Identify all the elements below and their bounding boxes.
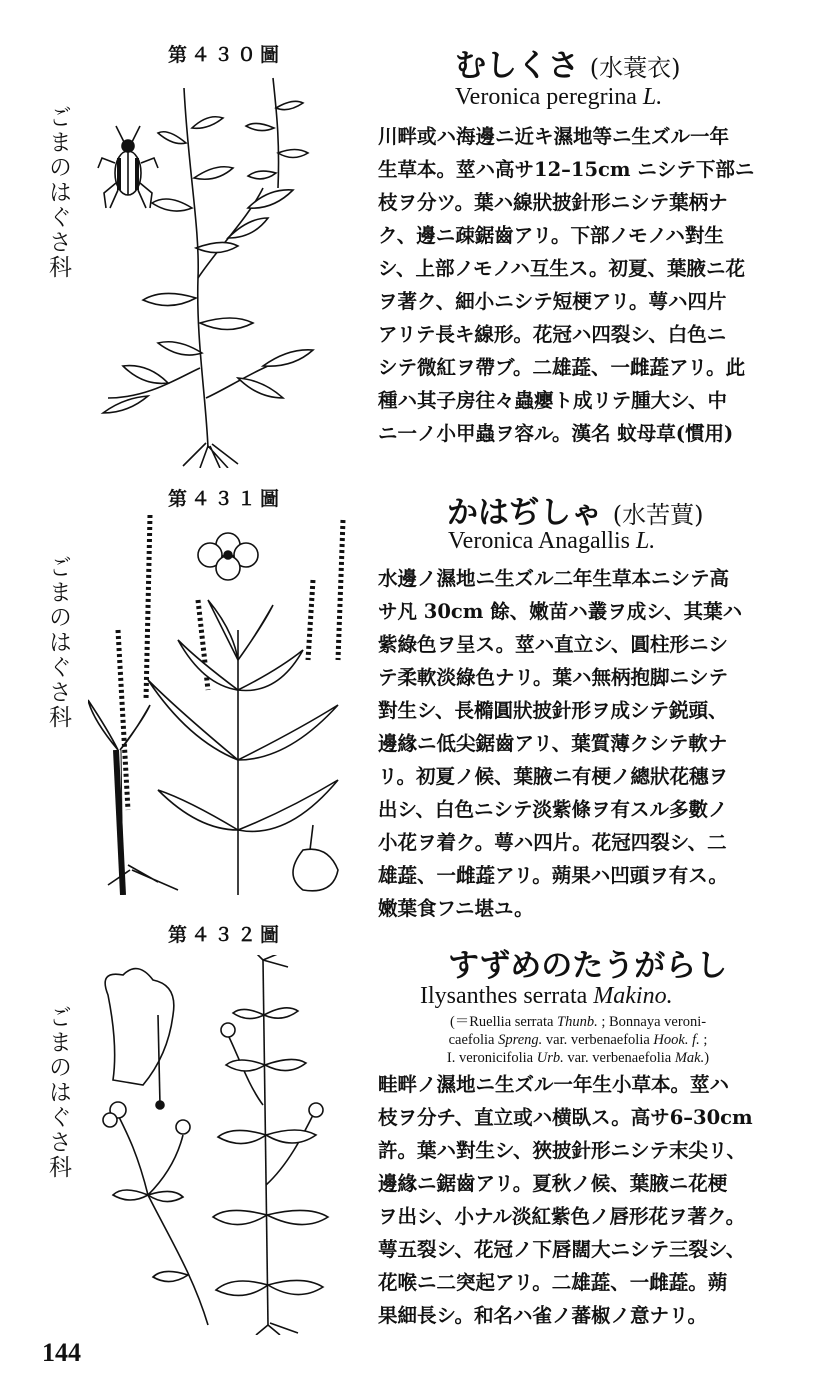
description-line: シテ微紅ヲ帶ブ。二雄蕋、一雌蕋アリ。此: [378, 356, 746, 379]
description-line: テ柔軟淡綠色ナリ。葉ハ無柄抱脚ニシテ: [378, 666, 729, 689]
capsule-detail-icon: [293, 825, 338, 891]
family-label-431: ごまのはぐさ科: [45, 555, 71, 730]
description-line: 種ハ其子房往々蟲癭ト成リテ腫大シ、中: [378, 389, 728, 412]
flower-detail-icon: [198, 533, 258, 580]
ilysanthes-serrata-illustration: [88, 955, 338, 1335]
description-431: [378, 562, 742, 925]
latin-name-432: [420, 983, 673, 1010]
species-title-431: [447, 487, 704, 532]
latin-binomial: Veronica Anagallis: [448, 528, 630, 554]
synonym-line-3: I. veronicifolia Urb. var. verbenaefolia Mak.): [446, 1050, 710, 1066]
description-line: 出シ、白色ニシテ淡紫條ヲ有スル多數ノ: [378, 798, 728, 821]
latin-author: L.: [642, 84, 663, 110]
description-line: 許。葉ハ對生シ、狹披針形ニシテ末尖リ、: [378, 1139, 746, 1162]
latin-name-430: [455, 84, 662, 111]
description-line: 邊緣ニ低尖鋸齒アリ、葉質薄クシテ軟ナ: [378, 732, 728, 755]
latin-name-431: [448, 528, 655, 555]
description-line: ク、邊ニ疎鋸齒アリ。下部ノモノハ對生: [378, 224, 724, 247]
synonym-line-1: (＝Ruellia serrata Thunb. ; Bonnaya veroni-: [449, 1014, 707, 1030]
species-title-432: [448, 940, 727, 985]
kanji-name: (水蓑衣): [589, 54, 681, 82]
description-line: 畦畔ノ濕地ニ生ズル一年生小草本。莖ハ: [378, 1073, 730, 1096]
family-label-432: ごまのはぐさ科: [45, 1005, 71, 1180]
description-line: 花喉ニ二突起アリ。二雄蕋、一雌蕋。蒴: [378, 1271, 728, 1294]
figure-label-430: 第４３０圖: [168, 44, 284, 66]
description-line: 小花ヲ着ク。萼ハ四片。花冠四裂シ、二: [378, 831, 727, 854]
japanese-name: かはぢしゃ: [447, 495, 602, 531]
description-line: 嫩葉食フニ堪ユ。: [378, 897, 534, 920]
description-line: 果細長シ。和名ハ雀ノ蕃椒ノ意ナリ。: [378, 1304, 707, 1327]
description-line: 枝ヲ分チ、直立或ハ横臥ス。高サ6–30cm: [378, 1106, 753, 1129]
family-label-430: ごまのはぐさ科: [45, 105, 71, 280]
description-line: 邊緣ニ鋸齒アリ。夏秋ノ候、葉腋ニ花梗: [378, 1172, 728, 1195]
description-line: 生草本。莖ハ高サ12–15cm ニシテ下部ニ: [378, 158, 755, 181]
page-number: 144: [42, 1338, 81, 1367]
description-line: 川畔或ハ海邊ニ近キ濕地等ニ生ズル一年: [378, 125, 730, 148]
latin-binomial: Veronica peregrina: [455, 84, 637, 110]
japanese-name: むしくさ: [455, 48, 579, 84]
synonym-line-2: caefolia Spreng. var. verbenaefolia Hook. f. ;: [448, 1032, 708, 1048]
description-line: ヲ著ク、細小ニシテ短梗アリ。萼ハ四片: [378, 290, 727, 313]
kanji-name: (水苦蕒): [612, 501, 704, 529]
figure-label-431: 第４３１圖: [168, 488, 284, 510]
description-line: サ凡 30cm 餘、嫩苗ハ叢ヲ成シ、其葉ハ: [378, 600, 743, 623]
beetle-icon: [98, 126, 158, 208]
description-line: 紫綠色ヲ呈ス。莖ハ直立シ、圓柱形ニシ: [378, 633, 729, 656]
species-title-430: [455, 40, 681, 85]
veronica-peregrina-illustration: [88, 68, 333, 468]
figure-label-432: 第４３２圖: [168, 924, 284, 946]
synonymy-432: [378, 1013, 778, 1067]
description-line: アリテ長キ線形。花冠ハ四裂シ、白色ニ: [378, 323, 727, 346]
latin-author: Makino.: [593, 983, 673, 1009]
description-line: リ。初夏ノ候、葉腋ニ有梗ノ總狀花穗ヲ: [378, 765, 729, 788]
description-line: 萼五裂シ、花冠ノ下唇闊大ニシテ三裂シ、: [378, 1238, 746, 1261]
latin-author: L.: [635, 528, 656, 554]
description-line: 水邊ノ濕地ニ生ズル二年生草本ニシテ高: [378, 567, 730, 590]
description-430: [378, 120, 754, 450]
latin-binomial: Ilysanthes serrata: [420, 983, 588, 1009]
description-line: 枝ヲ分ツ。葉ハ線狀披針形ニシテ葉柄ナ: [378, 191, 728, 214]
description-432: [378, 1068, 753, 1332]
veronica-anagallis-illustration: [88, 510, 358, 895]
description-line: シ、上部ノモノハ互生ス。初夏、葉腋ニ花: [378, 257, 745, 280]
flower-detail-icon: [105, 969, 174, 1109]
description-line: ヲ出シ、小ナル淡紅紫色ノ唇形花ヲ著ク。: [378, 1205, 746, 1228]
description-line: 雄蕋、一雌蕋アリ。蒴果ハ凹頭ヲ有ス。: [378, 864, 728, 887]
japanese-name: すずめのたうがらし: [448, 948, 728, 984]
description-line: 對生シ、長橢圓狀披針形ヲ成シテ鋭頭、: [378, 699, 728, 722]
description-line: ニ一ノ小甲蟲ヲ容ル。漢名 蚊母草(慣用): [378, 422, 734, 445]
